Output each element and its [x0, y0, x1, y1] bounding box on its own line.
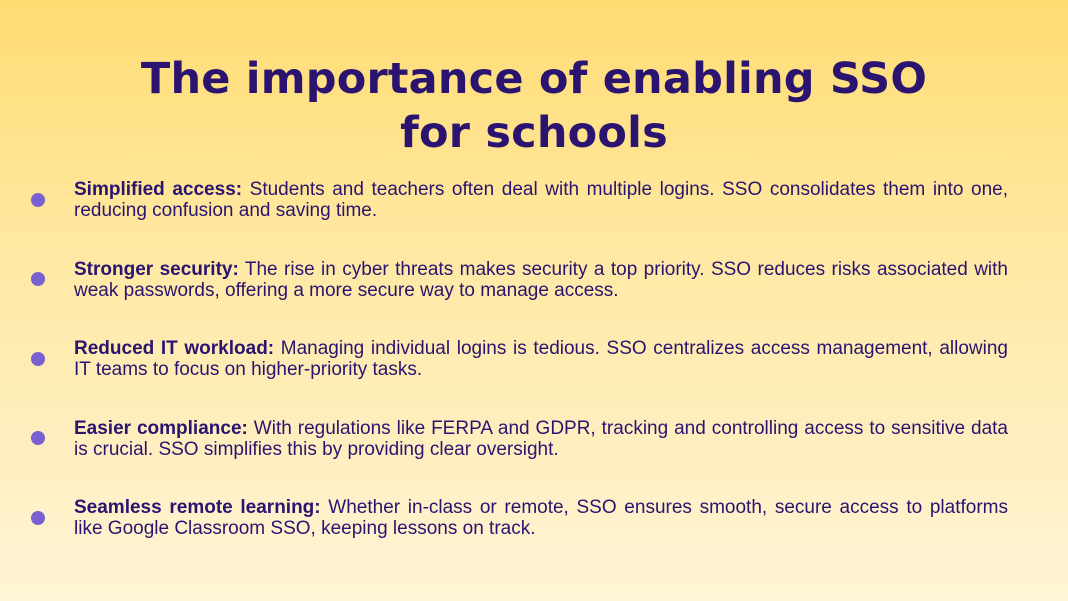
list-item-heading: Easier compliance:: [74, 418, 248, 439]
list-item-reduced-it-workload: [74, 338, 1008, 380]
list-item-seamless-remote-learning: [74, 497, 1008, 539]
bullet-dot-icon: [31, 431, 45, 445]
bullet-dot-icon: [31, 193, 45, 207]
list-item-text: The rise in cyber threats makes security a top priority. SSO reduces risks associated with weak passwords, offering a more secure way to manage access.: [74, 259, 1009, 301]
bullet-dot-icon: [31, 511, 45, 525]
list-item-simplified-access: [74, 179, 1008, 221]
list-item-text: Managing individual logins is tedious. SSO centralizes access management, allowing IT teams to focus on higher-priority tasks.: [74, 338, 1008, 380]
page-title-line-1: The importance of enabling SSO: [140, 54, 928, 104]
list-item-easier-compliance: [74, 418, 1008, 460]
list-item-heading: Reduced IT workload:: [74, 338, 275, 359]
list-item-text: Students and teachers often deal with multiple logins. SSO consolidates them into one, reducing confusion and saving time.: [74, 179, 1008, 221]
list-item-heading: Simplified access:: [74, 179, 243, 200]
list-item-text: Whether in-class or remote, SSO ensures smooth, secure access to platforms like Google Classroom SSO, keeping lessons on track.: [74, 497, 1009, 539]
page-title-line-2: for schools: [400, 108, 668, 158]
list-item-heading: Seamless remote learning:: [74, 497, 321, 518]
list-item-stronger-security: [74, 259, 1008, 301]
bullet-dot-icon: [31, 272, 45, 286]
list-item-heading: Stronger security:: [74, 259, 239, 280]
list-item-text: With regulations like FERPA and GDPR, tracking and controlling access to sensitive data is crucial. SSO simplifies this by providing clear oversight.: [74, 418, 1008, 460]
bullet-dot-icon: [31, 352, 45, 366]
